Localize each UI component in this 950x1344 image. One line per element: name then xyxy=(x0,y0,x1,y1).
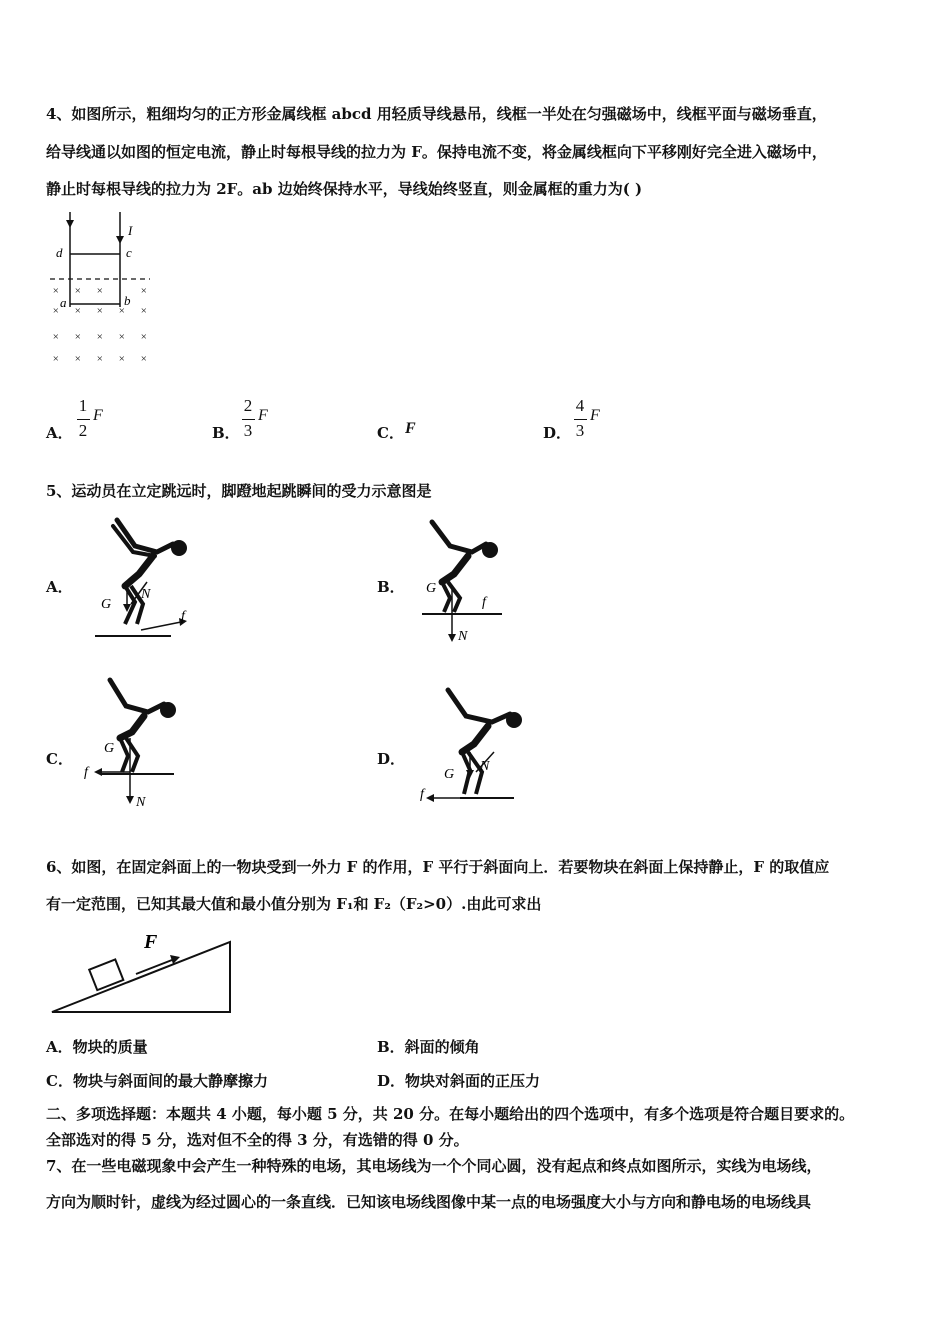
q4-label-i: I xyxy=(128,223,133,238)
q4-wire-frame-figure xyxy=(48,212,163,372)
q5-option-b-figure xyxy=(422,518,512,646)
svg-text:×: × xyxy=(118,305,126,317)
q4-option-b-num: 2 xyxy=(243,396,253,415)
q4-option-d-letter: D． xyxy=(543,424,572,442)
q5-b-label-f: f xyxy=(482,595,486,610)
q4-label-c: c xyxy=(126,245,132,260)
svg-text:×: × xyxy=(74,331,82,343)
q4-option-d-num: 4 xyxy=(575,396,585,415)
q5-a-label-g: G xyxy=(101,597,112,612)
q5-b-label-n: N xyxy=(458,629,468,644)
q5-option-d-letter: D． xyxy=(377,750,406,768)
q4-option-a-bar xyxy=(77,419,90,420)
q5-option-d-figure xyxy=(418,686,528,810)
q5-c-label-g: G xyxy=(104,741,115,756)
q7-line-2: 方向为顺时针，虚线为经过圆心的一条直线．已知该电场线图像中某一点的电场强度大小与方向和静电场的电场线具 xyxy=(46,1193,812,1211)
svg-text:×: × xyxy=(96,305,104,317)
q4-option-a-unit: F xyxy=(93,407,103,424)
q4-label-b: b xyxy=(124,293,131,308)
q4-option-d-unit: F xyxy=(590,407,600,424)
q5-option-a-figure xyxy=(95,512,195,642)
q5-c-label-n: N xyxy=(136,795,146,810)
q4-option-d-den: 3 xyxy=(575,421,585,440)
svg-text:×: × xyxy=(118,353,126,365)
q5-b-label-g: G xyxy=(426,581,437,596)
q4-label-d: d xyxy=(56,245,63,260)
q5-option-c-figure xyxy=(82,676,182,810)
q4-label-a: a xyxy=(60,295,67,310)
q6-option-d: D．物块对斜面的正压力 xyxy=(377,1072,541,1090)
q5-d-label-f: f xyxy=(420,787,424,802)
svg-text:×: × xyxy=(74,305,82,317)
q4-option-b-bar xyxy=(242,419,255,420)
section-2-line-1: 二、多项选择题：本题共 4 小题，每小题 5 分，共 20 分。在每小题给出的四个选项中，有多个选项是符合题目要求的。 xyxy=(46,1105,855,1123)
svg-text:×: × xyxy=(140,285,148,297)
q4-option-c-letter: C． xyxy=(377,424,404,442)
q5-option-a-letter: A． xyxy=(46,578,73,596)
svg-text:×: × xyxy=(52,353,60,365)
svg-text:×: × xyxy=(74,353,82,365)
q6-line-2: 有一定范围，已知其最大值和最小值分别为 F₁和 F₂（F₂>0）.由此可求出 xyxy=(46,895,542,913)
q4-option-c-text: F xyxy=(405,420,416,437)
q5-c-label-f: f xyxy=(84,765,88,780)
q5-stem: 5、运动员在立定跳远时，脚蹬地起跳瞬间的受力示意图是 xyxy=(46,482,432,500)
q4-line-2: 给导线通以如图的恒定电流，静止时每根导线的拉力为 F。保持电流不变，将金属线框向下平移刚好完全进入磁场中， xyxy=(46,143,827,161)
q5-d-label-n: N xyxy=(480,759,490,774)
q6-option-b: B．斜面的倾角 xyxy=(377,1038,480,1056)
q6-option-a: A．物块的质量 xyxy=(46,1038,148,1056)
svg-text:×: × xyxy=(96,285,104,297)
svg-text:×: × xyxy=(52,285,60,297)
q4-option-a-den: 2 xyxy=(78,421,88,440)
q4-option-d-bar xyxy=(574,419,587,420)
svg-text:×: × xyxy=(74,285,82,297)
q5-a-label-f: f xyxy=(181,609,185,624)
q4-option-b-letter: B． xyxy=(212,424,240,442)
svg-text:×: × xyxy=(140,331,148,343)
svg-text:×: × xyxy=(52,331,60,343)
svg-text:×: × xyxy=(140,353,148,365)
q5-option-c-letter: C． xyxy=(46,750,73,768)
svg-text:×: × xyxy=(118,331,126,343)
q4-option-b-unit: F xyxy=(258,407,268,424)
q6-line-1: 6、如图，在固定斜面上的一物块受到一外力 F 的作用，F 平行于斜面向上．若要物块在斜面上保持静止，F 的取值应 xyxy=(46,858,830,876)
svg-text:×: × xyxy=(52,305,60,317)
q7-line-1: 7、在一些电磁现象中会产生一种特殊的电场，其电场线为一个个同心圆，没有起点和终点如图所示，实线为电场线， xyxy=(46,1157,822,1175)
svg-text:×: × xyxy=(140,305,148,317)
q5-a-label-n: N xyxy=(141,587,151,602)
svg-text:×: × xyxy=(96,353,104,365)
q6-label-f: F xyxy=(144,931,158,953)
q4-option-b-den: 3 xyxy=(243,421,253,440)
q6-option-c: C．物块与斜面间的最大静摩擦力 xyxy=(46,1072,268,1090)
q5-d-label-g: G xyxy=(444,767,455,782)
svg-text:×: × xyxy=(96,331,104,343)
q4-line-3: 静止时每根导线的拉力为 2F。ab 边始终保持水平，导线始终竖直，则金属框的重力为( ) xyxy=(46,180,643,198)
q6-incline-figure xyxy=(48,926,238,1018)
q4-option-a-letter: A． xyxy=(46,424,73,442)
section-2-line-2: 全部选对的得 5 分，选对但不全的得 3 分，有选错的得 0 分。 xyxy=(46,1131,469,1149)
q5-option-b-letter: B． xyxy=(377,578,405,596)
q4-option-a-num: 1 xyxy=(78,396,88,415)
q4-line-1: 4、如图所示，粗细均匀的正方形金属线框 abcd 用轻质导线悬吊，线框一半处在匀强磁场中，线框平面与磁场垂直， xyxy=(46,105,827,123)
